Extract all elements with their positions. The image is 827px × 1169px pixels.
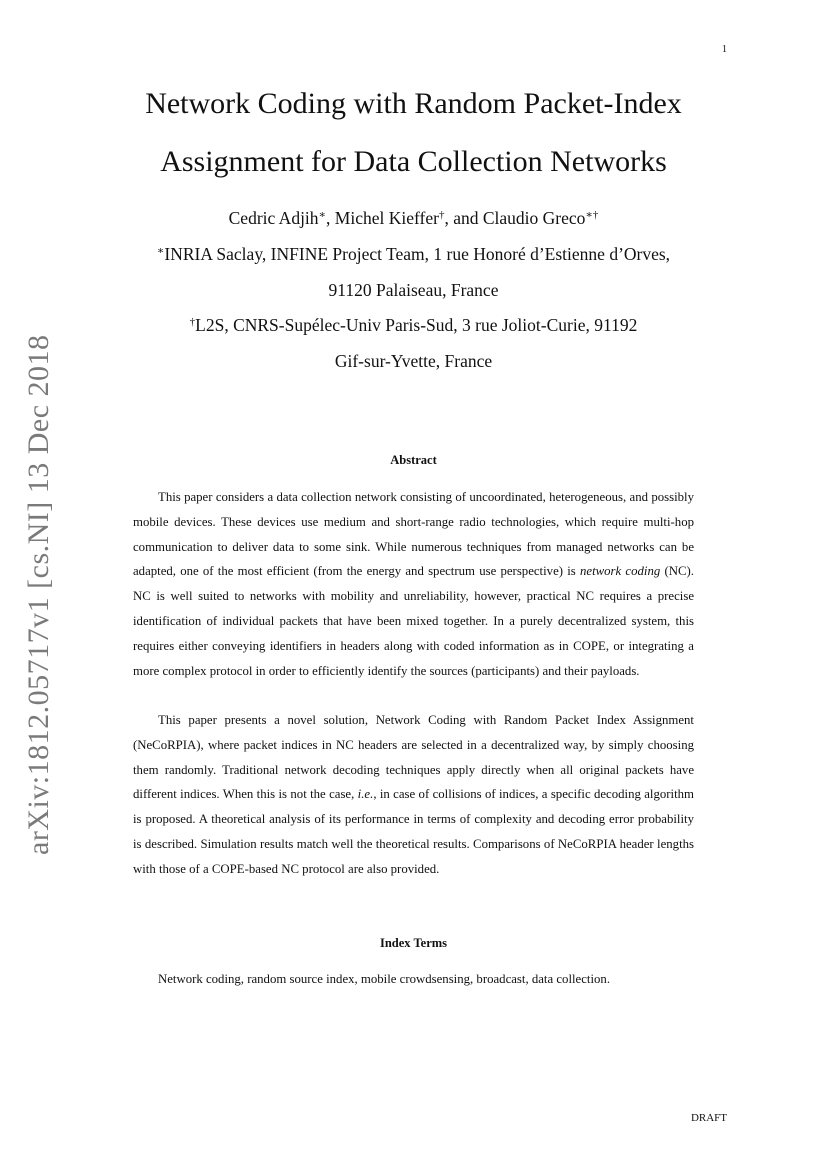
author-kieffer: , Michel Kieffer — [326, 208, 439, 228]
author-adjih: Cedric Adjih — [228, 208, 319, 228]
abstract-text: , in case of collisions of indices, a specific decoding algorithm is proposed. A theoretical analysis of its performance in terms of complexity and decoding error probability is described. Simulation results match well the theoretical results. Comparisons of NeCoRPIA header lengths with those of a COPE-based NC protocol are also provided. — [133, 787, 694, 876]
author-list — [0, 207, 827, 229]
draft-footer: DRAFT — [690, 1112, 727, 1124]
arxiv-stamp: arXiv:1812.05717v1 [cs.NI] 13 Dec 2018 — [22, 334, 55, 855]
index-terms-heading: Index Terms — [379, 936, 448, 950]
abstract-paragraph-2 — [133, 708, 694, 882]
affiliation-1-line-2: 91120 Palaiseau, France — [328, 280, 499, 300]
page-number: 1 — [722, 44, 727, 55]
author-mark: ∗† — [585, 209, 599, 221]
abstract-text: This paper presents a novel solution, Network Coding with Random Packet Index Assignment (NeCoRPIA), where packet indices in NC headers are selected in a decentralized way, by simply choosing them randomly. Traditional network decoding techniques apply directly when all original packets have different indices. When this is not the case, — [133, 713, 694, 802]
paper-title-line-1: Network Coding with Random Packet-Index — [145, 87, 682, 120]
affiliation-text: INRIA Saclay, INFINE Project Team, 1 rue Honoré d’Estienne d’Orves, — [164, 244, 671, 264]
paper-title-line-2: Assignment for Data Collection Networks — [160, 145, 667, 178]
abstract-text: (NC). NC is well suited to networks with mobility and unreliability, however, practical NC requires a precise identification of individual packets that have been mixed together. In a purely decentralized system, this requires either conveying identifiers in headers along with coded information as in COPE, or integrating a more complex protocol in order to efficiently identify the sources (participants) and their payloads. — [133, 564, 694, 678]
abstract-emphasis: network coding — [579, 564, 661, 579]
author-greco: , and Claudio Greco — [444, 208, 586, 228]
affiliation-mark: ∗ — [156, 245, 165, 257]
affiliation-1-line-1 — [0, 243, 827, 265]
affiliation-2-line-1 — [0, 314, 827, 336]
author-mark: † — [438, 209, 445, 221]
abstract-paragraph-1 — [133, 485, 694, 683]
affiliation-text: L2S, CNRS-Supélec-Univ Paris-Sud, 3 rue Joliot-Curie, 91192 — [195, 315, 638, 335]
abstract-text: This paper considers a data collection network consisting of uncoordinated, heterogeneous, and possibly mobile devices. These devices use medium and short-range radio technologies, which require multi-hop communication to deliver data to some sink. While numerous techniques from managed networks can be adapted, one of the most efficient (from the energy and spectrum use perspective) is — [133, 490, 694, 579]
abstract-emphasis: i.e. — [357, 787, 374, 802]
index-terms-text: Network coding, random source index, mobile crowdsensing, broadcast, data collection. — [158, 972, 611, 986]
abstract-heading: Abstract — [390, 453, 437, 467]
author-mark: ∗ — [318, 209, 327, 221]
affiliation-mark: † — [189, 316, 196, 328]
affiliation-2-line-2: Gif-sur-Yvette, France — [334, 351, 493, 371]
